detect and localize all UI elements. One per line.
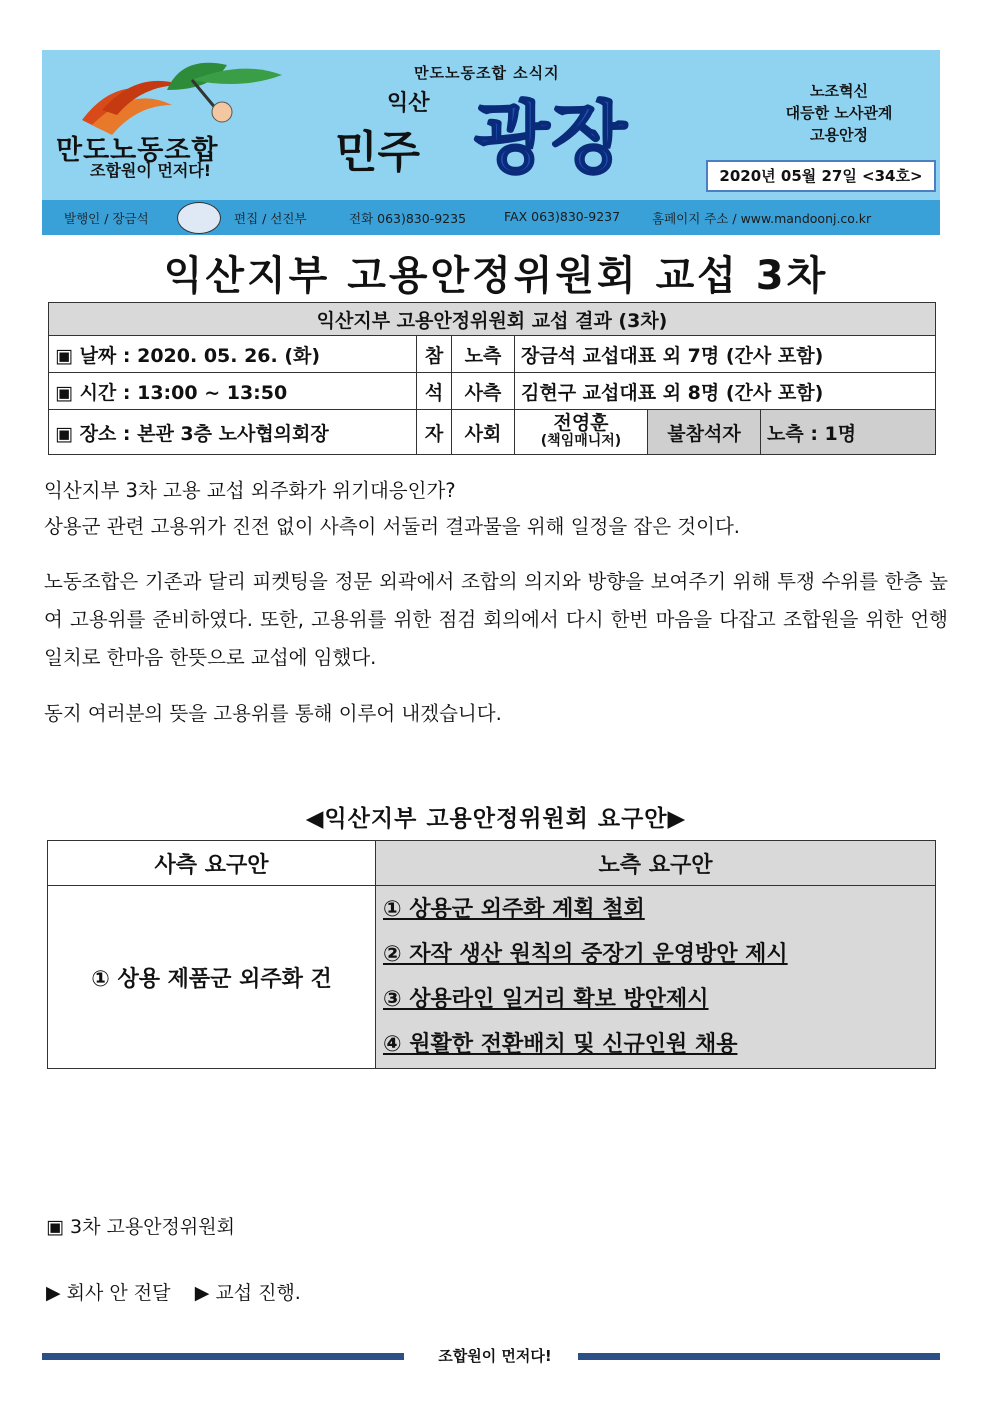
paragraph-2: 상용군 관련 고용위가 진전 없이 사측이 서둘러 결과물을 위해 일정을 잡은 것이다. bbox=[44, 515, 741, 538]
host-cell bbox=[515, 410, 648, 455]
company-demand-item: ① 상용 제품군 외주화 건 bbox=[48, 886, 376, 1069]
section3-heading: ▣ 3차 고용안정위원회 bbox=[46, 1216, 235, 1238]
attend-label-3: 자 bbox=[417, 410, 452, 455]
phone: 전화 063)830-9235 bbox=[349, 211, 467, 226]
company-demand-header: 사측 요구안 bbox=[48, 841, 376, 886]
seal-icon bbox=[177, 202, 221, 234]
info-bar bbox=[42, 200, 940, 235]
union-demand-item: ② 자작 생산 원칙의 중장기 운영방안 제시 bbox=[383, 942, 788, 967]
union-emblem-icon bbox=[42, 50, 282, 140]
meeting-date: ▣ 날짜 : 2020. 05. 26. (화) bbox=[49, 336, 417, 373]
attend-side-company: 사측 bbox=[452, 373, 515, 410]
publisher: 발행인 / 장금석 bbox=[64, 211, 149, 226]
attend-label-2: 석 bbox=[417, 373, 452, 410]
step-company-proposal: ▶ 회사 안 전달 bbox=[46, 1282, 171, 1304]
union-name: 만도노동조합 bbox=[56, 135, 219, 166]
union-demand-item: ④ 원활한 전환배치 및 신규인원 채용 bbox=[383, 1032, 738, 1057]
footer-slogan: 조합원이 먼저다! bbox=[438, 1347, 552, 1365]
union-demand-item: ① 상용군 외주화 계획 철회 bbox=[383, 897, 645, 922]
attend-union: 장금석 교섭대표 외 7명 (간사 포함) bbox=[515, 336, 936, 373]
absent-value: 노측 : 1명 bbox=[761, 410, 936, 455]
attend-label-1: 참 bbox=[417, 336, 452, 373]
step-negotiation: ▶ 교섭 진행. bbox=[194, 1282, 301, 1304]
title-iksan: 익산 bbox=[387, 91, 430, 116]
meeting-table-title: 익산지부 고용안정위원회 교섭 결과 (3차) bbox=[49, 303, 936, 336]
host-role: (책임매니저) bbox=[540, 433, 622, 449]
meeting-place: ▣ 장소 : 본관 3층 노사협의회장 bbox=[49, 410, 417, 455]
paragraph-3: 노동조합은 기존과 달리 피켓팅을 정문 외곽에서 조합의 의지와 방향을 보여주기 위해 투쟁 수위를 한층 높여 고용위를 준비하였다. 또한, 고용위를 위한 점검 회의에서 다시 한번 마음을 다잡고 조합원을 위한 언행일치로 한마음 한뜻으로 교섭에 임했다. bbox=[44, 570, 948, 669]
meeting-time: ▣ 시간 : 13:00 ~ 13:50 bbox=[49, 373, 417, 410]
newsletter-label: 만도노동조합 소식지 bbox=[414, 64, 560, 82]
header-banner bbox=[42, 50, 940, 200]
title-gwangjang: 광장 bbox=[474, 94, 629, 184]
host-label: 사회 bbox=[452, 410, 515, 455]
attend-company: 김현구 교섭대표 외 8명 (간사 포함) bbox=[515, 373, 936, 410]
absent-label: 불참석자 bbox=[648, 410, 761, 455]
footer-line-left bbox=[42, 1353, 404, 1360]
motto-line-1: 노조혁신 bbox=[810, 82, 868, 100]
fax: FAX 063)830-9237 bbox=[504, 209, 621, 224]
demand-title: ◀익산지부 고용안정위원회 요구안▶ bbox=[305, 806, 687, 832]
union-demand-item: ③ 상용라인 일거리 확보 방안제시 bbox=[383, 987, 709, 1012]
motto-line-2: 대등한 노사관계 bbox=[785, 104, 893, 122]
paragraph-4: 동지 여러분의 뜻을 고용위를 통해 이루어 내겠습니다. bbox=[44, 702, 502, 725]
union-demand-list bbox=[376, 886, 936, 1069]
attend-side-union: 노측 bbox=[452, 336, 515, 373]
footer-line-right bbox=[578, 1353, 940, 1360]
editor: 편집 / 선진부 bbox=[234, 211, 307, 226]
union-demand-header: 노측 요구안 bbox=[376, 841, 936, 886]
host-name: 전영훈 bbox=[553, 412, 609, 434]
union-slogan: 조합원이 먼저다! bbox=[90, 161, 212, 180]
motto-line-3: 고용안정 bbox=[810, 126, 868, 144]
title-minju: 민주 bbox=[335, 127, 421, 178]
meeting-info-table bbox=[48, 302, 936, 455]
section3-steps bbox=[46, 1278, 301, 1305]
paragraph-1: 익산지부 3차 고용 교섭 외주화가 위기대응인가? bbox=[44, 479, 456, 502]
demand-table bbox=[47, 840, 936, 1069]
issue-date: 2020년 05월 27일 <34호> bbox=[706, 160, 936, 192]
page-title: 익산지부 고용안정위원회 교섭 3차 bbox=[163, 253, 829, 299]
union-logo bbox=[42, 50, 282, 200]
homepage: 홈페이지 주소 / www.mandoonj.co.kr bbox=[652, 211, 872, 226]
